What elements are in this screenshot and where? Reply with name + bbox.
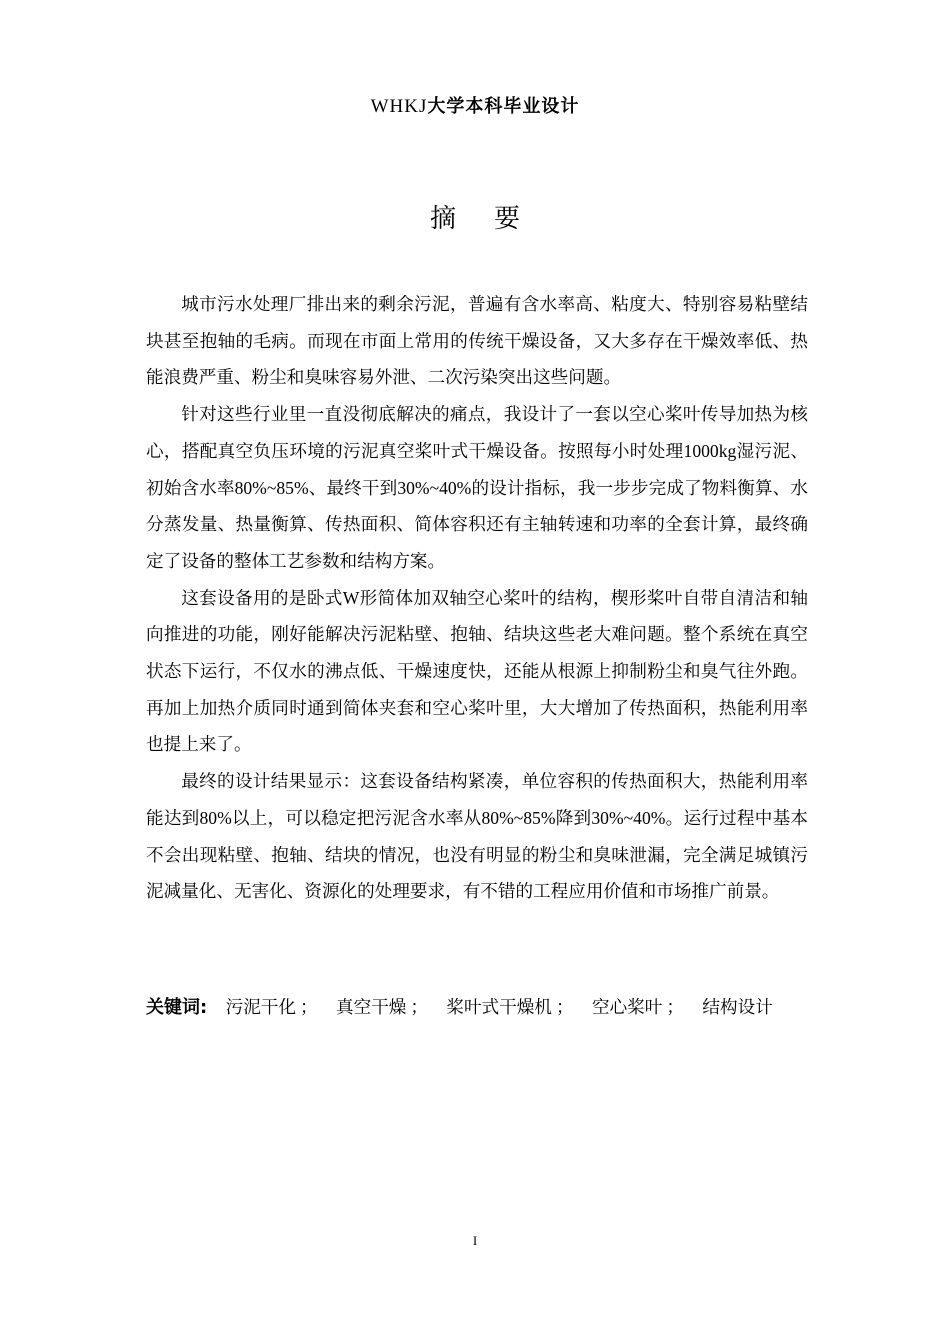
keyword-item: 空心桨叶 (592, 997, 663, 1017)
keyword-separator: ； (300, 997, 318, 1017)
keyword-separator: ； (410, 997, 429, 1017)
page-number: I (472, 1233, 478, 1248)
page-title: 摘要 (429, 204, 558, 234)
abstract-paragraph-1: 城市污水处理厂排出来的剩余污泥，普遍有含水率高、粘度大、特别容易粘壁结块甚至抱轴的毛病。而现在市面上常用的传统干燥设备，又大多存在干燥效率低、热能浪费严重、粉尘和臭味容易外泄、二次污染突出这些问题。 (146, 294, 808, 388)
abstract-paragraph-2: 针对这些行业里一直没彻底解决的痛点，我设计了一套以空心桨叶传导加热为核心，搭配真空负压环境的污泥真空桨叶式干燥设备。按照每小时处理1000kg湿污泥、初始含水率80%~85%、最终干到30%~40%的设计指标，我一步步完成了物料衡算、水分蒸发量、热量衡算、传热面积、简体容积还有主轴转速和功率的全套计算，最终确定了设备的整体工艺参数和结构方案。 (146, 404, 808, 571)
abstract-body (146, 286, 808, 910)
abstract-paragraph-3: 这套设备用的是卧式W形简体加双轴空心桨叶的结构，楔形桨叶自带自清洁和轴向推进的功能，刚好能解决污泥粘壁、抱轴、结块这些老大难问题。整个系统在真空状态下运行，不仅水的沸点低、干燥速度快，还能从根源上抑制粉尘和臭气往外跑。再加上加热介质同时通到简体夹套和空心桨叶里，大大增加了传热面积，热能利用率也提上来了。 (146, 587, 808, 755)
keyword-separator: ； (556, 997, 574, 1017)
keywords-label: 关键词: (146, 997, 208, 1018)
keyword-item: 污泥干化 (225, 997, 296, 1017)
keyword-separator: ； (666, 997, 685, 1017)
keywords-line (146, 993, 846, 1019)
abstract-paragraph-4: 最终的设计结果显示：这套设备结构紧凑，单位容积的传热面积大，热能利用率能达到80%以上，可以稳定把污泥含水率从80%~85%降到30%~40%。运行过程中基本不会出现粘壁、抱轴、结块的情况，也没有明显的粉尘和臭味泄漏，完全满足城镇污泥减量化、无害化、资源化的处理要求，有不错的工程应用价值和市场推广前景。 (146, 771, 808, 902)
header-text: 大学本科毕业设计 (427, 96, 580, 117)
keyword-item: 桨叶式干燥机 (446, 997, 552, 1017)
header-prefix: WHKJ (370, 96, 428, 117)
keyword-item: 结构设计 (702, 997, 773, 1017)
keyword-item: 真空干燥 (336, 997, 407, 1017)
page-header (0, 92, 950, 118)
